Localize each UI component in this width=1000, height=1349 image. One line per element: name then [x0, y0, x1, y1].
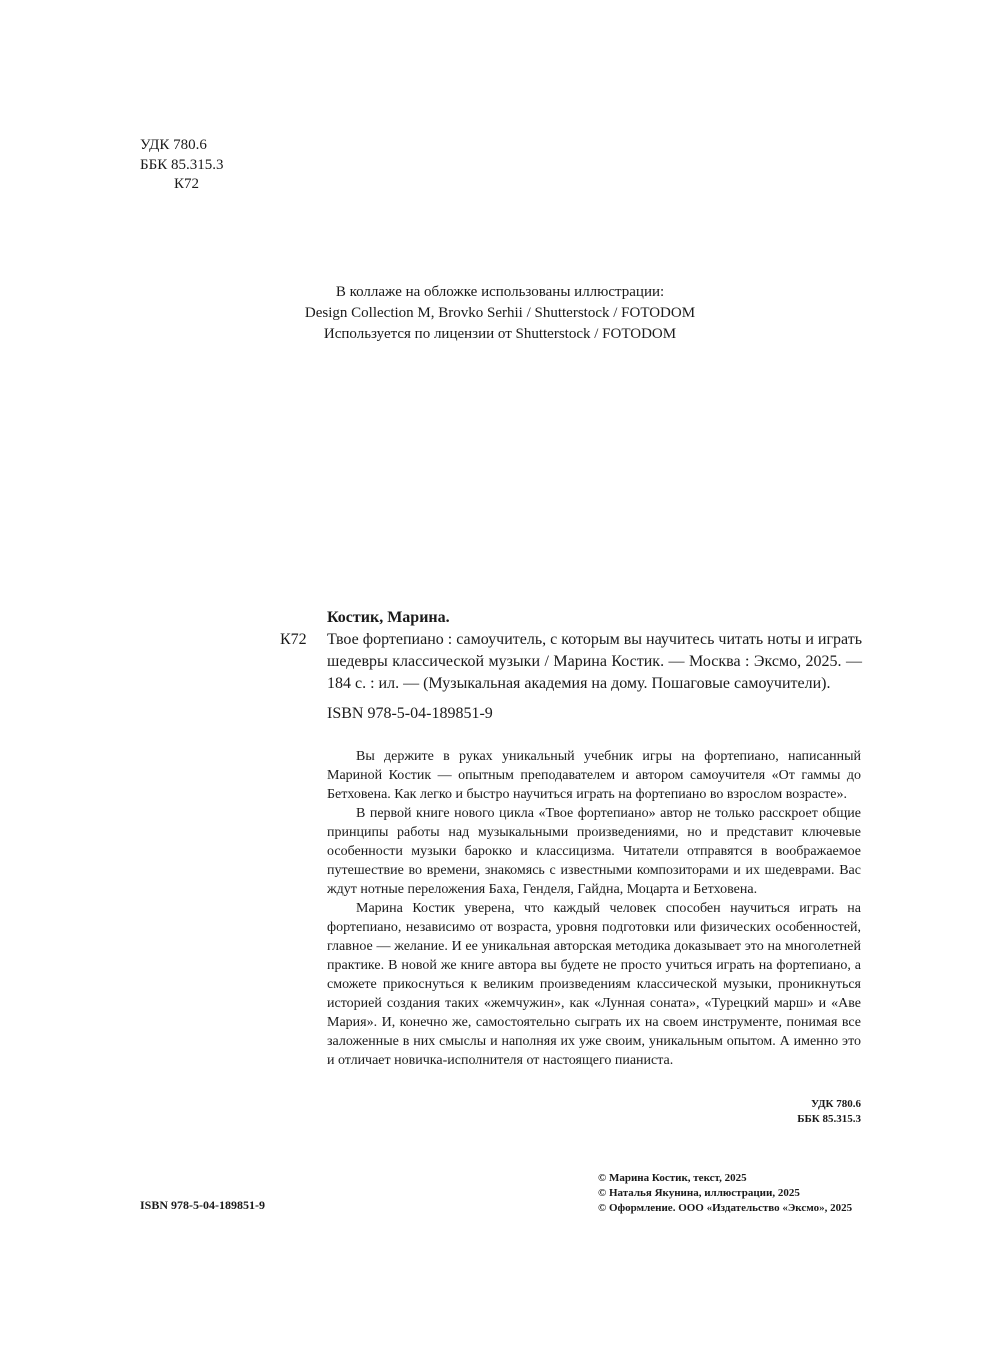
- annotation-paragraph: В первой книге нового цикла «Твое фортепиано» автор не только расскроет общие принципы работы над музыкальными произведениями, но и представит ключевые особенности музыки барокко и классицизма. Читатели отправятся в воображаемое путешествие во времени, знакомясь с известными композиторами и их шедеврами. Вас ждут нотные переложения Баха, Генделя, Гайдна, Моцарта и Бетховена.: [327, 806, 861, 897]
- copyright-line: © Наталья Якунина, иллюстрации, 2025: [598, 1187, 800, 1199]
- cover-credit-line: В коллаже на обложке использованы иллюстрации:: [335, 284, 665, 300]
- annotation-paragraph: Марина Костик уверена, что каждый человек способен научиться играть на фортепиано, независимо от возраста, уровня подготовки или физических особенностей, главное — желание. И ее уникальная авторская методика доказывает это на многолетней практике. В новой же книге автора вы будете не просто учиться играть на фортепиано, а сможете прикоснуться к великим произведениям классической музыки, проникнуться историей создания таких «жемчужин», как «Лунная соната», «Турецкий марш» и «Аве Мария». И, конечно же, самостоятельно сыграть их на своем инструменте, понимая все заложенные в них смыслы и наполняя их уже своим, уникальным опытом. А именно это и отличает новичка-исполнителя от настоящего пианиста.: [327, 901, 861, 1068]
- author-sign: К72: [174, 176, 200, 192]
- isbn-bottom: ISBN 978-5-04-189851-9: [140, 1198, 265, 1212]
- classification-block: [140, 136, 223, 195]
- entry-description-row: [280, 629, 862, 695]
- classification-codes-bottom: [700, 1097, 861, 1127]
- entry-description: Твое фортепиано : самоучитель, с которым вы научитесь читать ноты и играть шедевры классической музыки / Марина Костик. — Москва : Эксмо, 2025. — 184 с. : ил. — (Музыкальная академия на дому. Пошаговые самоучители).: [327, 631, 862, 692]
- entry-author: Костик, Марина.: [327, 609, 450, 626]
- udk-code: УДК 780.6: [140, 137, 207, 153]
- annotation: [327, 747, 861, 1070]
- copyright-line: © Марина Костик, текст, 2025: [598, 1172, 747, 1184]
- cover-credit-line: Используется по лицензии от Shutterstock / FOTODOM: [323, 326, 677, 342]
- bbk-code: ББК 85.315.3: [140, 156, 224, 173]
- bbk-code-bottom: ББК 85.315.3: [797, 1113, 861, 1125]
- annotation-paragraph: Вы держите в руках уникальный учебник игры на фортепиано, написанный Мариной Костик — опытным преподавателем и автором самоучителя «От гаммы до Бетховена. Как легко и быстро научиться играть на фортепиано во взрослом возрасте».: [327, 749, 861, 802]
- cover-credit-line: Design Collection M, Brovko Serhii / Shutterstock / FOTODOM: [304, 305, 696, 321]
- copyright-line: © Оформление. ООО «Издательство «Эксмо», 2025: [598, 1202, 853, 1214]
- udk-code-bottom: УДК 780.6: [810, 1098, 861, 1110]
- entry-author-sign: К72: [280, 631, 307, 648]
- cover-credits: [250, 282, 750, 345]
- copyright-block: [598, 1171, 852, 1216]
- entry-isbn: ISBN 978-5-04-189851-9: [327, 705, 493, 722]
- catalog-entry: [280, 607, 862, 725]
